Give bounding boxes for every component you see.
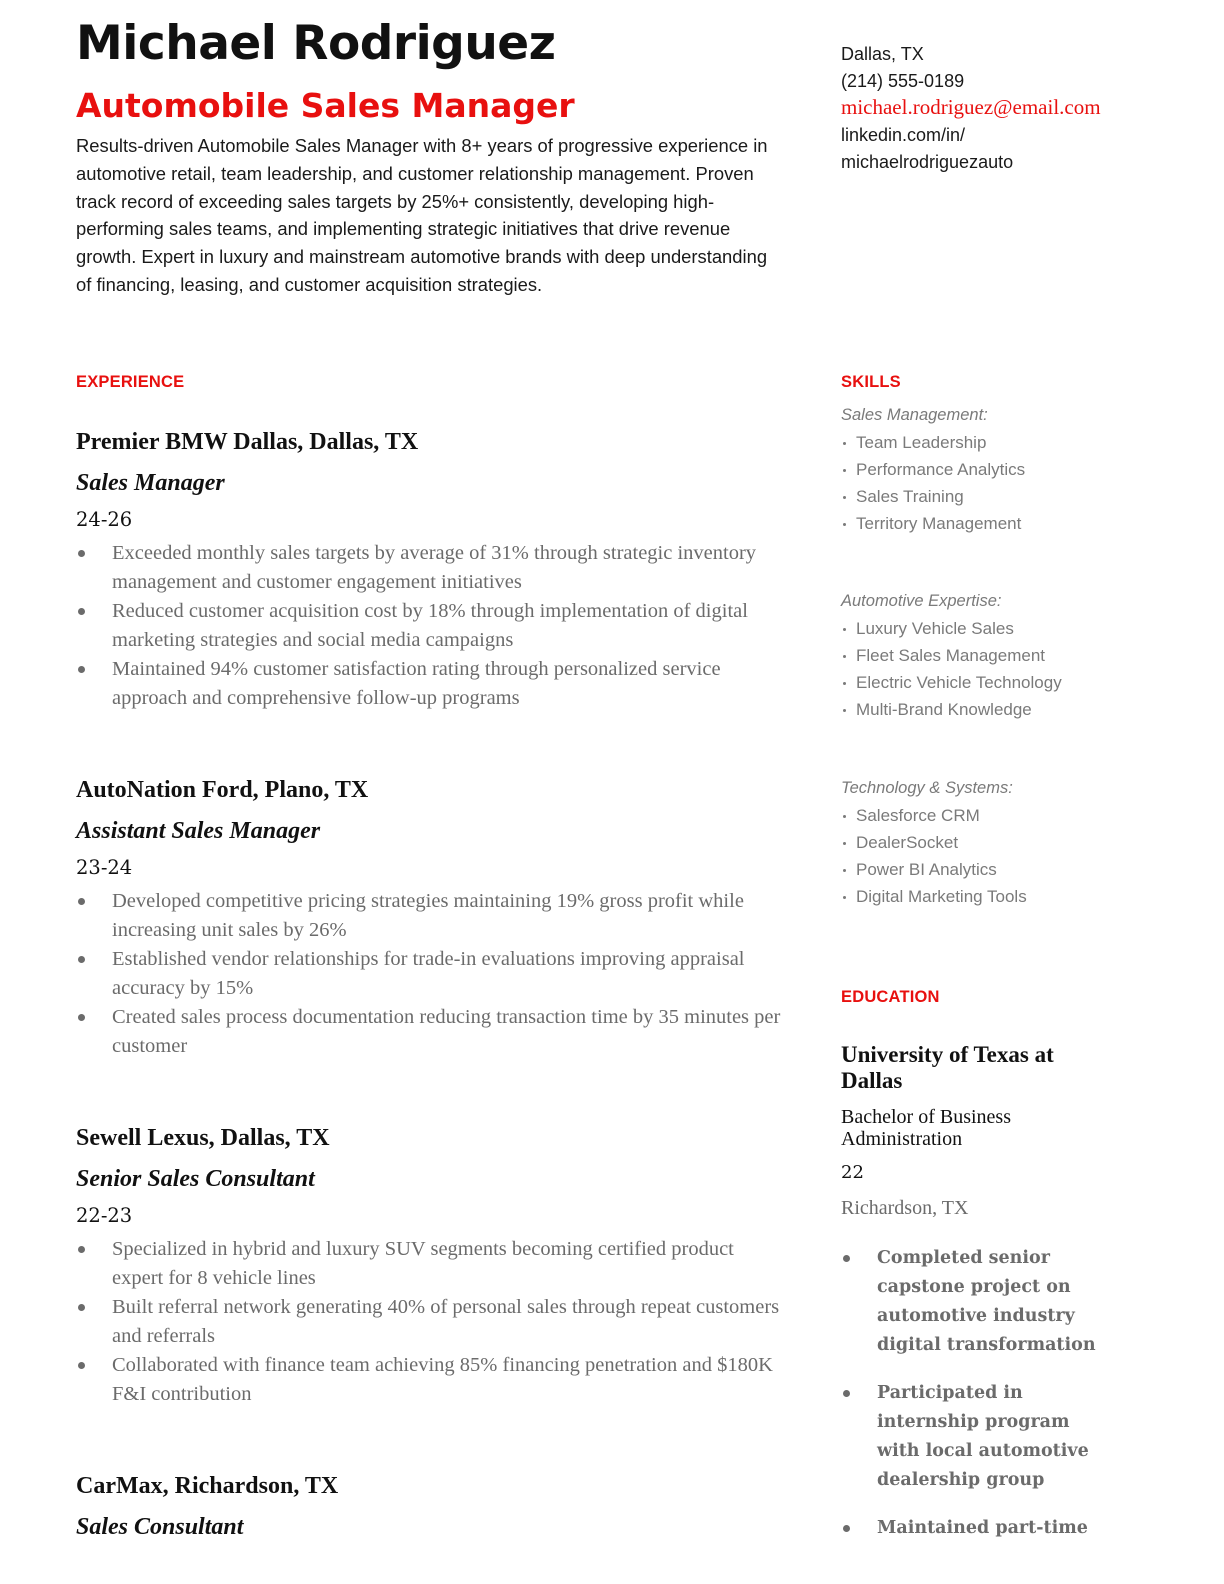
job-bullet (76, 945, 788, 1003)
bullet-dot-icon (843, 1255, 850, 1262)
skill-item (841, 669, 1111, 696)
education-bullet (841, 1244, 1116, 1360)
job-bullet-text: Built referral network generating 40% of personal sales through repeat customers and referrals (112, 1296, 780, 1347)
job-company: CarMax, Richardson, TX (76, 1473, 339, 1499)
skill-item (841, 483, 1111, 510)
job-bullet (76, 1351, 788, 1409)
job-bullet (76, 597, 788, 655)
education-location: Richardson, TX (841, 1197, 969, 1219)
skill-group (841, 588, 1111, 723)
job-bullets (76, 539, 788, 713)
skill-list (841, 802, 1111, 910)
skill-item-text: Electric Vehicle Technology (856, 673, 1062, 692)
skill-item-text: DealerSocket (856, 833, 959, 852)
bullet-dot-icon (78, 898, 85, 905)
bullet-dot-icon (78, 1014, 85, 1021)
job-bullet-text: Created sales process documentation reducing transaction time by 35 minutes per customer (112, 1006, 781, 1057)
job-role: Sales Consultant (76, 1514, 244, 1540)
skill-category: Technology & Systems: (841, 779, 1013, 797)
job-bullet-text: Reduced customer acquisition cost by 18% through implementation of digital marketing strategies and social media campaigns (112, 600, 748, 651)
skill-item-text: Multi-Brand Knowledge (856, 700, 1032, 719)
bullet-dot-icon (843, 842, 846, 845)
education-year: 22 (841, 1162, 864, 1183)
skill-item-text: Salesforce CRM (856, 806, 980, 825)
bullet-dot-icon (843, 869, 846, 872)
job-bullet-text: Established vendor relationships for trade-in evaluations improving appraisal accuracy by 15% (112, 948, 745, 999)
contact-linkedin-line2[interactable]: michaelrodriguezauto (841, 152, 1014, 172)
contact-location: Dallas, TX (841, 44, 924, 64)
job-bullet (76, 1003, 788, 1061)
bullet-dot-icon (843, 655, 846, 658)
skill-item (841, 642, 1111, 669)
skill-category: Sales Management: (841, 406, 988, 424)
candidate-name: Michael Rodriguez (76, 16, 556, 71)
education-bullet (841, 1379, 1116, 1495)
skill-list (841, 615, 1111, 723)
bullet-dot-icon (843, 469, 846, 472)
skill-item (841, 456, 1111, 483)
job-bullet-text: Exceeded monthly sales targets by average of 31% through strategic inventory management and customer engagement initiatives (112, 542, 757, 593)
education-degree: Bachelor of Business Administration (841, 1106, 1011, 1150)
job-bullet-text: Developed competitive pricing strategies maintaining 19% gross profit while increasing unit sales by 26% (112, 890, 744, 941)
education-bullets (841, 1244, 1116, 1543)
job-dates: 22-23 (76, 1204, 133, 1227)
skill-list (841, 429, 1111, 537)
skill-item-text: Sales Training (856, 487, 964, 506)
bullet-dot-icon (78, 1304, 85, 1311)
skill-item-text: Fleet Sales Management (856, 646, 1045, 665)
bullet-dot-icon (843, 815, 846, 818)
bullet-dot-icon (78, 956, 85, 963)
job-bullet (76, 1235, 788, 1293)
bullet-dot-icon (843, 709, 846, 712)
skill-item (841, 615, 1111, 642)
education-bullet (841, 1514, 1116, 1543)
contact-info (841, 41, 1106, 176)
education-bullet-text: Participated in internship program with local automotive dealership group (877, 1383, 1089, 1490)
skill-item (841, 696, 1111, 723)
job-role: Assistant Sales Manager (76, 818, 321, 844)
job-bullet (76, 655, 788, 713)
skill-item-text: Power BI Analytics (856, 860, 997, 879)
education-heading: EDUCATION (841, 988, 940, 1006)
skills-heading: SKILLS (841, 373, 901, 391)
job-entry (76, 427, 788, 713)
skill-group (841, 402, 1111, 537)
bullet-dot-icon (843, 496, 846, 499)
job-bullet (76, 539, 788, 597)
education-bullet-text: Completed senior capstone project on automotive industry digital transformation (877, 1248, 1096, 1355)
skill-item (841, 856, 1111, 883)
skill-item-text: Territory Management (856, 514, 1022, 533)
job-role: Sales Manager (76, 470, 225, 496)
skill-item-text: Team Leadership (856, 433, 987, 452)
bullet-dot-icon (78, 608, 85, 615)
experience-heading: EXPERIENCE (76, 373, 185, 391)
bullet-dot-icon (843, 682, 846, 685)
job-entry (76, 1123, 788, 1409)
bullet-dot-icon (78, 1362, 85, 1369)
contact-email-link[interactable]: michael.rodriguez@email.com (841, 95, 1101, 119)
bullet-dot-icon (78, 666, 85, 673)
job-entry (76, 1471, 788, 1542)
skill-item-text: Performance Analytics (856, 460, 1026, 479)
bullet-dot-icon (843, 523, 846, 526)
contact-phone: (214) 555-0189 (841, 71, 965, 91)
bullet-dot-icon (78, 550, 85, 557)
job-company: Sewell Lexus, Dallas, TX (76, 1125, 330, 1151)
job-entry (76, 775, 788, 1061)
skill-category: Automotive Expertise: (841, 592, 1002, 610)
job-bullet-text: Specialized in hybrid and luxury SUV segments becoming certified product expert for 8 vehicle lines (112, 1238, 734, 1289)
skill-item-text: Luxury Vehicle Sales (856, 619, 1014, 638)
bullet-dot-icon (78, 1246, 85, 1253)
contact-linkedin-line1[interactable]: linkedin.com/in/ (841, 125, 966, 145)
bullet-dot-icon (843, 896, 846, 899)
education-school: University of Texas at Dallas (841, 1042, 1054, 1093)
skill-item (841, 883, 1111, 910)
job-bullet (76, 887, 788, 945)
job-bullet-text: Collaborated with finance team achieving 85% financing penetration and $180K F&I contribution (112, 1354, 773, 1405)
skill-item-text: Digital Marketing Tools (856, 887, 1027, 906)
bullet-dot-icon (843, 628, 846, 631)
job-dates: 23-24 (76, 856, 133, 879)
job-role: Senior Sales Consultant (76, 1166, 315, 1192)
job-title: Automobile Sales Manager (76, 86, 575, 125)
professional-summary: Results-driven Automobile Sales Manager with 8+ years of progressive experience in automotive retail, team leadership, and customer relationship management. Proven track record of exceeding sales targets by 25%+ consistently, developing high-performing sales teams, and implementing strategic initiatives that drive revenue growth. Expert in luxury and mainstream automotive brands with deep understanding of financing, leasing, and customer acquisition strategies. (76, 135, 768, 295)
skill-group (841, 775, 1111, 910)
job-company: AutoNation Ford, Plano, TX (76, 777, 369, 803)
job-bullet-text: Maintained 94% customer satisfaction rating through personalized service approach and comprehensive follow-up programs (112, 658, 721, 709)
skill-item (841, 829, 1111, 856)
bullet-dot-icon (843, 1525, 850, 1532)
skill-item (841, 429, 1111, 456)
education-bullet-text: Maintained part-time (877, 1518, 1088, 1538)
bullet-dot-icon (843, 442, 846, 445)
job-bullets (76, 1235, 788, 1409)
skill-item (841, 510, 1111, 537)
education-entry (841, 1042, 1116, 1562)
job-dates: 24-26 (76, 508, 133, 531)
job-company: Premier BMW Dallas, Dallas, TX (76, 429, 419, 455)
skill-item (841, 802, 1111, 829)
bullet-dot-icon (843, 1390, 850, 1397)
job-bullet (76, 1293, 788, 1351)
job-bullets (76, 887, 788, 1061)
